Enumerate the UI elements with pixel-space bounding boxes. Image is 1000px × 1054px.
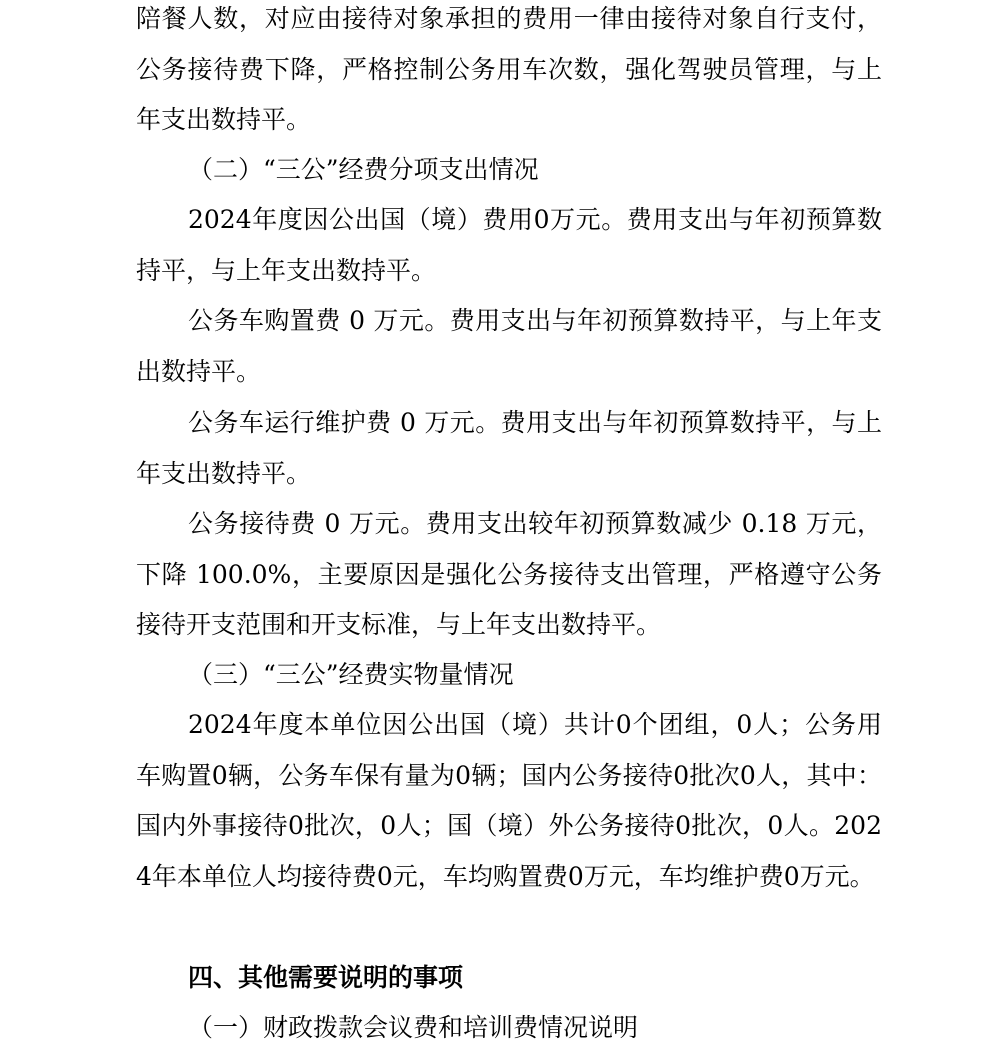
paragraph-overseas-travel: 2024年度因公出国（境）费用0万元。费用支出与年初预算数持平，与上年支出数持平。 [136,205,882,285]
paragraph-physical-quantity: 2024年度本单位因公出国（境）共计0个团组，0人；公务用车购置0辆，公务车保有量为0辆；国内公务接待0批次0人，其中：国内外事接待0批次，0人；国（境）外公务接待0批次，0人。2024年本单位人均接待费0元，车均购置费0万元，车均维护费0万元。 [136,710,882,891]
paragraph-vehicle-maintenance: 公务车运行维护费 0 万元。费用支出与年初预算数持平，与上年支出数持平。 [136,408,882,488]
subheading-three-public-items: （二）“三公”经费分项支出情况 [188,155,539,184]
subheading-meeting-training-fees: （一）财政拨款会议费和培训费情况说明 [188,1013,639,1042]
paragraph-continuation: 陪餐人数，对应由接待对象承担的费用一律由接待对象自行支付，公务接待费下降，严格控制公务用车次数，强化驾驶员管理，与上年支出数持平。 [136,4,882,135]
paragraph-official-reception: 公务接待费 0 万元。费用支出较年初预算数减少 0.18 万元，下降 100.0%，主要原因是强化公务接待支出管理，严格遵守公务接待开支范围和开支标准，与上年支出数持平。 [136,509,882,640]
paragraph-vehicle-purchase: 公务车购置费 0 万元。费用支出与年初预算数持平，与上年支出数持平。 [136,306,882,386]
section-heading-other-matters: 四、其他需要说明的事项 [188,963,464,992]
subheading-physical-quantity: （三）“三公”经费实物量情况 [188,660,514,689]
